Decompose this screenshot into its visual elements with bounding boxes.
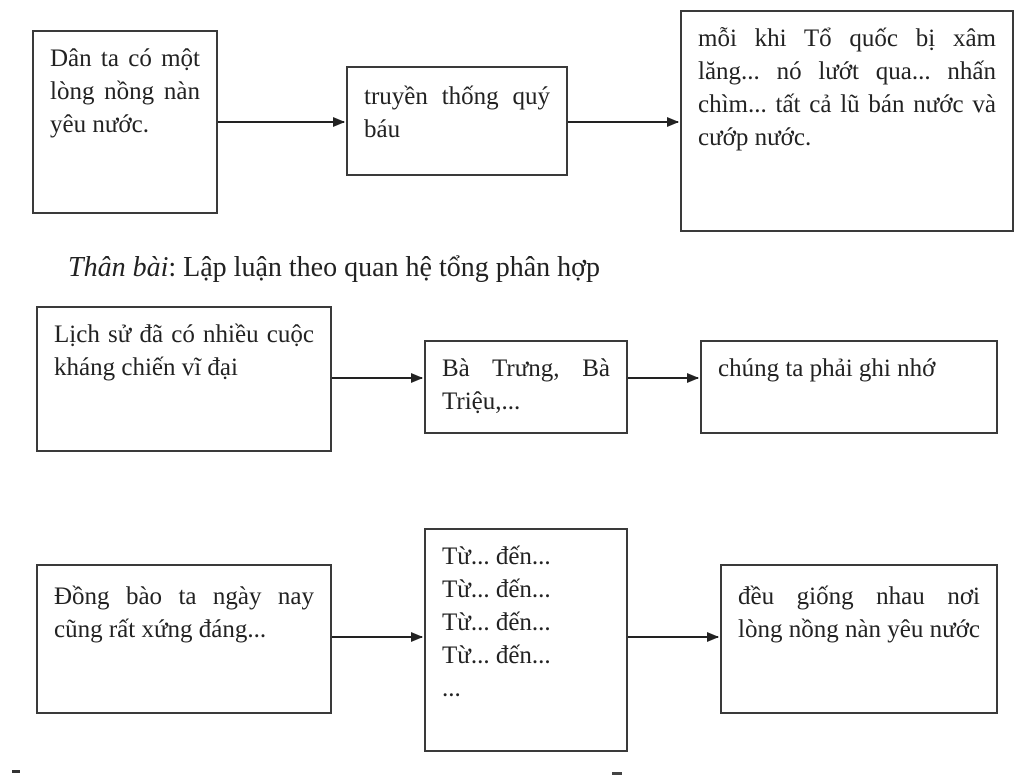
from-to-line-3: Từ... đến... [442,609,551,636]
section-heading [68,250,600,286]
row2-box-history: Lịch sử đã có nhiều cuộc kháng chiến vĩ đại [36,306,332,452]
from-to-line-5: ... [442,675,461,702]
row3-box-from-to-list [424,528,628,752]
from-to-line-4: Từ... đến... [442,642,551,669]
row1-box-love-of-country: Dân ta có một lòng nồng nàn yêu nước. [32,30,218,214]
section-heading-text: : Lập luận theo quan hệ tổng phân hợp [168,252,600,283]
section-heading-label: Thân bài [68,252,169,283]
row3-box-all-alike: đều giống nhau nơi lòng nồng nàn yêu nước [720,564,998,714]
from-to-line-1: Từ... đến... [442,543,551,570]
cut-off-text-fragment [0,764,1024,780]
row1-box-tradition: truyền thống quý báu [346,66,568,176]
from-to-line-2: Từ... đến... [442,576,551,603]
row2-box-heroines: Bà Trưng, Bà Triệu,... [424,340,628,434]
row3-box-compatriots: Đồng bào ta ngày nay cũng rất xứng đáng... [36,564,332,714]
row2-box-remember: chúng ta phải ghi nhớ [700,340,998,434]
row1-box-when-invaded: mỗi khi Tổ quốc bị xâm lăng... nó lướt qua... nhấn chìm... tất cả lũ bán nước và cướp nước. [680,10,1014,232]
